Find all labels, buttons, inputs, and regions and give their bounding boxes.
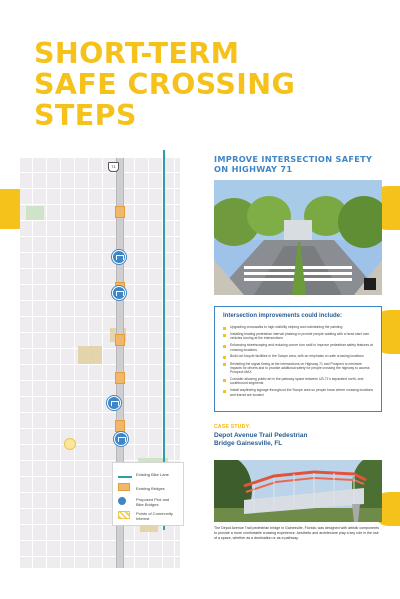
list-item xyxy=(223,377,374,386)
page-title-line-2: SAFE CROSSING xyxy=(34,68,296,101)
list-item-text: Upgrading crosswalks to high-visibility striping and maintaining the painting xyxy=(230,325,343,329)
bullet-square-icon xyxy=(223,379,226,382)
bullet-square-icon xyxy=(223,334,226,337)
list-item-text: Consider allowing public art in the parkway space between US-71's separated north- and southbound segments xyxy=(230,377,364,386)
list-item xyxy=(223,325,374,330)
existing-bridge-marker xyxy=(115,420,125,432)
case-study-label: CASE STUDY: xyxy=(214,424,251,430)
legend-label: Points of Community Interest xyxy=(136,511,173,521)
proposed-bridge-icon xyxy=(118,497,126,505)
intersection-rendering-image xyxy=(214,180,382,295)
case-study-bridge-photo xyxy=(214,460,382,522)
existing-bridge-marker xyxy=(115,334,125,346)
bullet-square-icon xyxy=(223,356,226,359)
proposed-bridge-icon xyxy=(107,396,121,410)
intersection-rendering-illustration xyxy=(214,180,382,295)
section-title-line-1: IMPROVE INTERSECTION SAFETY xyxy=(214,154,373,164)
bullet-square-icon xyxy=(223,327,226,330)
improvements-heading: Intersection improvements could include: xyxy=(223,313,343,319)
list-item-text: Build out bicycle facilities in the Swope area, with an emphasis on safe crossing locations xyxy=(230,354,364,359)
legend-label: Existing Bridges xyxy=(136,485,165,491)
legend-label: Existing Bike Lane xyxy=(136,471,169,477)
page-title xyxy=(34,38,374,131)
list-item-text: Installing leading pedestrian interval phasing to provide people walking with a head start over vehicles turning at the intersections xyxy=(230,332,370,341)
bullet-square-icon xyxy=(223,345,226,348)
list-item xyxy=(223,388,374,397)
list-item xyxy=(223,343,374,352)
page-title-line-3: STEPS xyxy=(34,99,137,132)
case-study-title-line-1: Depot Avenue Trail Pedestrian xyxy=(214,432,308,439)
pedestrian-bridge-illustration xyxy=(214,460,382,522)
list-item-text: Revisiting the signal timing at the intersections on Highway 71 and Prospect to minimize impacts for drivers and to provide additional safety for people crossing the highway to access Prospect MAX xyxy=(230,361,370,375)
legend-label: Proposed Ped and Bike Bridges xyxy=(136,497,170,507)
existing-bridge-marker xyxy=(115,206,125,218)
bullet-square-icon xyxy=(223,363,226,366)
section-title-line-2: ON HIGHWAY 71 xyxy=(214,164,293,174)
page-title-line-1: SHORT-TERM xyxy=(34,37,240,70)
case-study-title xyxy=(214,432,364,448)
legend-item-bike-lane xyxy=(118,467,178,481)
existing-bridge-icon xyxy=(118,483,130,491)
case-study-title-line-2: Bridge Gainesville, FL xyxy=(214,440,283,447)
community-interest-area xyxy=(64,438,76,450)
legend-item-existing-bridges xyxy=(118,481,178,495)
highway-shield-icon: 71 xyxy=(108,162,119,172)
bike-lane-line-icon xyxy=(118,476,132,478)
legend-item-proposed-bridges xyxy=(118,495,178,509)
proposed-bridge-icon xyxy=(112,250,126,264)
list-item xyxy=(223,354,374,359)
list-item-text: Install wayfinding signage throughout the Swope area so people know where crossing locations and transit are located xyxy=(230,388,374,397)
proposed-bridge-icon xyxy=(114,432,128,446)
list-item xyxy=(223,332,374,341)
map-legend xyxy=(112,462,184,526)
section-title xyxy=(214,154,384,174)
list-item xyxy=(223,362,374,375)
legend-item-community-interest xyxy=(118,509,178,523)
case-study-description: The Depot Avenue Trail pedestrian bridge in Gainesville, Florida, was designed with artistic components to provide a more comfortable crossing experience. Aesthetic and architecture play a key role in the use of a space, whether as a destination or as a pathway. xyxy=(214,526,379,540)
improvements-list-box xyxy=(214,306,382,412)
community-interest-area xyxy=(78,346,102,364)
bullet-square-icon xyxy=(223,390,226,393)
existing-bridge-marker xyxy=(115,372,125,384)
list-item-text: Enhancing streetscaping and reducing corner turn radii to improve pedestrian safety features at crossing locations xyxy=(230,343,373,352)
community-interest-icon xyxy=(118,511,130,519)
proposed-bridge-icon xyxy=(112,286,126,300)
